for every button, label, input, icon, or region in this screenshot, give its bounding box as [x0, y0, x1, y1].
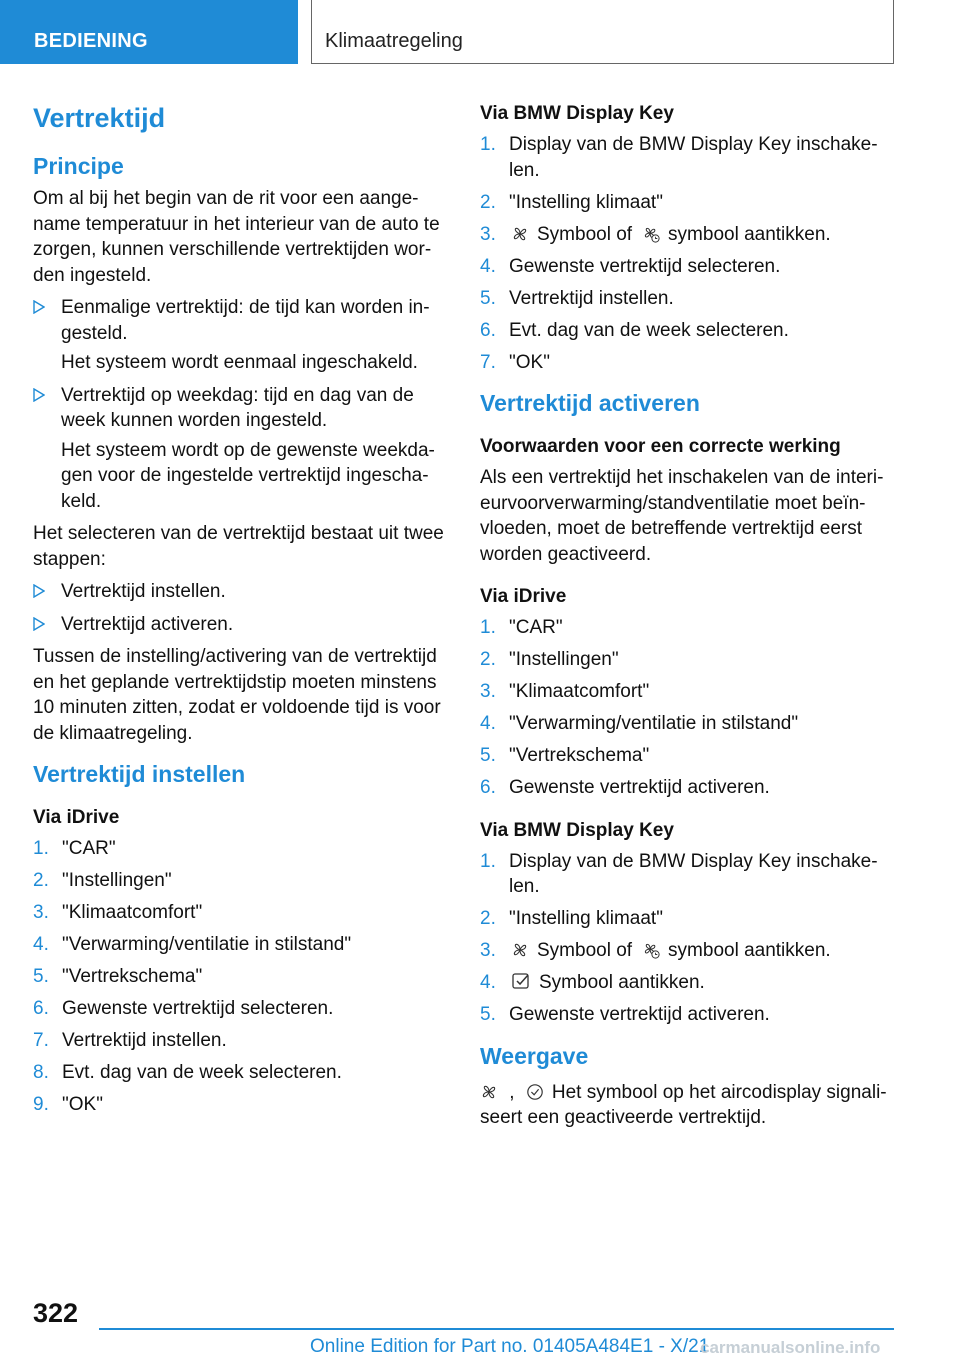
- right-column: [480, 100, 900, 1138]
- list-item: 9. "OK": [33, 1094, 103, 1115]
- list-item: 5. Gewenste vertrektijd activeren.: [480, 1004, 770, 1025]
- display-text-paragraph: [480, 1080, 900, 1131]
- displaykey-activate-steps: [480, 849, 900, 1028]
- list-item: 4. Symbool aantikken.: [480, 972, 705, 993]
- footer-divider: [99, 1328, 894, 1330]
- list-item: 4. "Verwarming/ventilatie in stilstand": [480, 713, 799, 734]
- fan-clock-icon: [642, 225, 660, 243]
- bullet-text: Eenmalige vertrektijd: de tijd kan worden in-gesteld.: [61, 297, 430, 344]
- bullet-text: Vertrektijd op weekdag: tijd en dag van de week kunnen worden ingesteld.: [61, 384, 414, 431]
- prereq-heading: Voorwaarden voor een correcte werking: [480, 436, 841, 457]
- list-item: 6. Evt. dag van de week selecteren.: [480, 319, 789, 341]
- idrive-heading: Via iDrive: [480, 586, 567, 607]
- bullet-triangle-icon: [33, 300, 45, 314]
- principle-heading: Principe: [33, 153, 124, 179]
- list-item: 2. "Instelling klimaat": [480, 908, 663, 929]
- list-item: 5. "Vertrekschema": [33, 966, 203, 987]
- bullet-subtext: Het systeem wordt op de gewenste weekda-gen voor de ingestelde vertrektijd ingescha-keld.: [61, 439, 435, 512]
- idrive-activate-steps: [480, 615, 900, 801]
- list-item: 5. "Vertrekschema": [480, 745, 650, 766]
- steps-intro: Het selecteren van de vertrektijd bestaat uit twee stappen:: [33, 523, 444, 570]
- footer-edition: Online Edition for Part no. 01405A484E1 - X/21: [310, 1336, 710, 1357]
- clock-icon: [526, 1083, 544, 1101]
- timing-note: Tussen de instelling/activering van de vertrektijd en het geplande vertrektijdstip moeten minstens 10 minuten zitten, zodat er voldoende tijd is voor de klimaatregeling.: [33, 646, 441, 744]
- set-heading: Vertrektijd instellen: [33, 761, 246, 787]
- step-text: Vertrektijd activeren.: [61, 613, 234, 635]
- page-title: Vertrektijd: [33, 103, 166, 133]
- departure-type-list: [33, 295, 453, 514]
- displaykey-heading: Via BMW Display Key: [480, 103, 674, 124]
- activate-heading: Vertrektijd activeren: [480, 390, 700, 416]
- list-item: 2. "Instellingen": [480, 649, 619, 670]
- bullet-triangle-icon: [33, 617, 45, 631]
- bullet-triangle-icon: [33, 584, 45, 598]
- list-item: 3. "Klimaatcomfort": [480, 681, 650, 702]
- list-item: [33, 612, 453, 638]
- list-item: [33, 383, 453, 515]
- fan-icon: [511, 225, 529, 243]
- header-section-label: BEDIENING: [34, 30, 148, 52]
- header-chapter-box: [311, 0, 894, 64]
- display-comma: ,: [509, 1081, 515, 1103]
- steps-list: [33, 579, 453, 637]
- display-heading: Weergave: [480, 1042, 589, 1069]
- bullet-subtext: Het systeem wordt eenmaal ingeschakeld.: [61, 352, 418, 373]
- list-item: 1. Display van de BMW Display Key inschake-len.: [480, 850, 878, 897]
- list-item: 3. Symbool of symbool aantikken.: [480, 223, 831, 245]
- list-item: 3. Symbool of symbool aantikken.: [480, 940, 831, 961]
- prereq-text: Als een vertrektijd het inschakelen van de interi-eurvoorverwarming/standventilatie moet beïn-vloeden, moet de betreffende vertrektijd eerst worden geactiveerd.: [480, 467, 884, 565]
- list-item: [33, 579, 453, 605]
- list-item: 7. Vertrektijd instellen.: [33, 1030, 227, 1051]
- list-item: 4. "Verwarming/ventilatie in stilstand": [33, 934, 352, 955]
- list-item: 1. Display van de BMW Display Key inschake-len.: [480, 134, 878, 181]
- list-item: 3. "Klimaatcomfort": [33, 902, 203, 923]
- left-column: [33, 100, 453, 1124]
- bullet-triangle-icon: [33, 388, 45, 402]
- principle-intro: Om al bij het begin van de rit voor een aange-name temperatuur in het interieur van de auto te zorgen, kunnen verschillende vertrektijden wor-den ingesteld.: [33, 188, 440, 286]
- list-item: 5. Vertrektijd instellen.: [480, 287, 674, 309]
- list-item: 4. Gewenste vertrektijd selecteren.: [480, 255, 781, 277]
- fan-icon: [511, 941, 529, 959]
- header-chapter-label: Klimaatregeling: [325, 30, 463, 52]
- list-item: [33, 295, 453, 376]
- list-item: 6. Gewenste vertrektijd activeren.: [480, 777, 770, 798]
- fan-clock-icon: [642, 941, 660, 959]
- page-number: 322: [33, 1298, 79, 1328]
- fan-icon: [480, 1083, 498, 1101]
- displaykey-set-steps: [480, 132, 900, 375]
- list-item: 2. "Instellingen": [33, 870, 172, 891]
- step-text: Vertrektijd instellen.: [61, 581, 226, 602]
- list-item: 6. Gewenste vertrektijd selecteren.: [33, 998, 334, 1019]
- list-item: 8. Evt. dag van de week selecteren.: [33, 1062, 342, 1083]
- header-section-tab: [0, 0, 298, 64]
- checkbox-icon: [511, 971, 531, 991]
- list-item: 7. "OK": [480, 351, 550, 373]
- list-item: 2. "Instelling klimaat": [480, 191, 663, 213]
- list-item: 1. "CAR": [33, 838, 116, 859]
- displaykey-heading-2: Via BMW Display Key: [480, 819, 674, 841]
- idrive-heading: Via iDrive: [33, 807, 120, 828]
- list-item: 1. "CAR": [480, 617, 563, 638]
- footer-watermark: carmanualsonline.info: [700, 1338, 881, 1357]
- display-text: Het symbool op het aircodisplay signali-seert een geactiveerde vertrektijd.: [480, 1081, 887, 1128]
- idrive-set-steps: [33, 836, 453, 1118]
